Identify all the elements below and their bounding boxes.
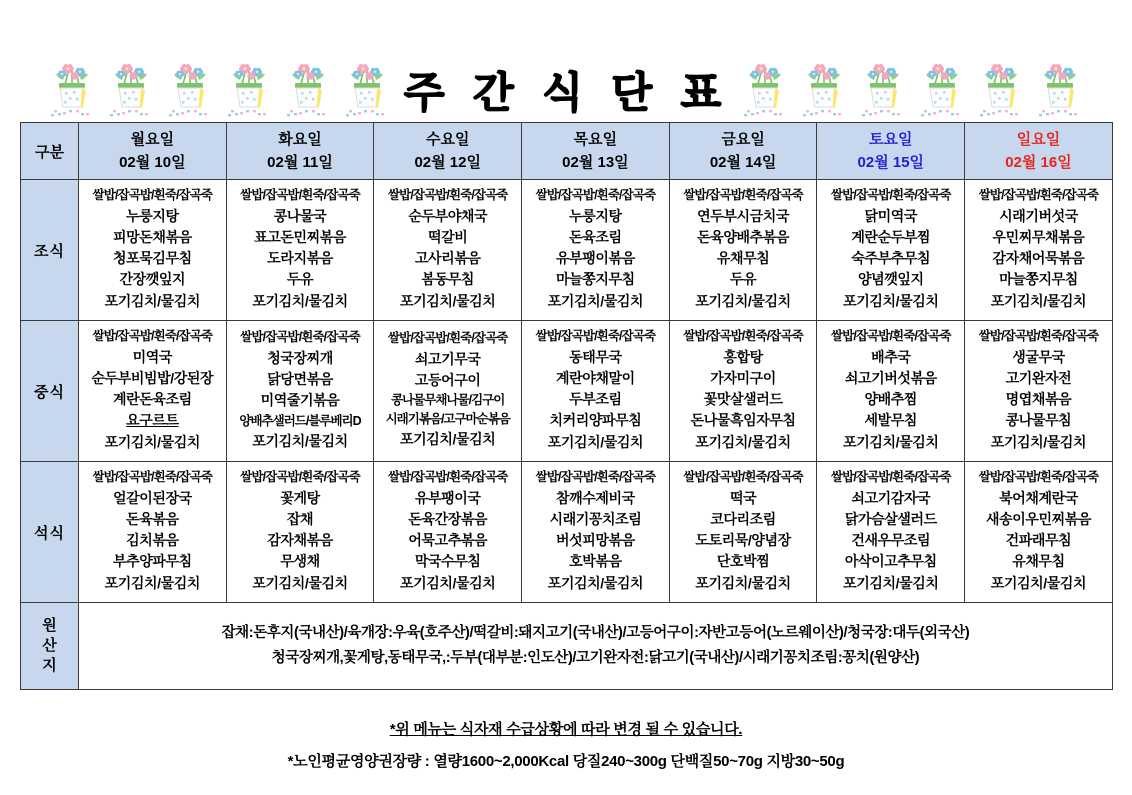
dish-item: 간장깻잎지 [119, 271, 186, 288]
dish-item: 호박볶음 [569, 553, 622, 570]
flower-pot-icon [49, 60, 95, 118]
staple-text: 쌀밥/잡곡밥/흰죽/잡곡죽 [978, 329, 1099, 344]
flower-pot-icon [344, 60, 390, 118]
meal-cell-breakfast-friday [669, 180, 817, 321]
dish-item: 계란야채말이 [556, 369, 635, 386]
staple-text: 쌀밥/잡곡밥/흰죽/잡곡죽 [978, 470, 1099, 485]
dish-item: 아삭이고추무침 [844, 553, 937, 570]
staple-text: 쌀밥/잡곡밥/흰죽/잡곡죽 [831, 188, 951, 203]
meal-cell-breakfast-monday [79, 180, 227, 321]
dish-item: 가자미구이 [710, 369, 776, 386]
dish-item: 계란순두부찜 [851, 228, 931, 245]
origin-label-char: 지 [42, 657, 57, 675]
dish-item: 숙주부추무침 [851, 250, 931, 267]
dish-item: 포기김치/물김치 [843, 574, 939, 591]
staple-text: 쌀밥/잡곡밥/흰죽/잡곡죽 [535, 329, 656, 344]
meal-cell-dinner-thursday [522, 462, 670, 603]
day-date: 02월 12일 [414, 154, 481, 171]
dish-item: 누룽지탕 [569, 207, 622, 224]
origin-line: 청국장찌개,꽃게탕,동태무국,:두부(대부분:인도산)/고기완자전:닭고기(국내산)/시래기꽁치조림:꽁치(원양산) [271, 650, 920, 666]
day-header-sunday [965, 123, 1113, 180]
dish-item: 포기김치/물김치 [104, 292, 201, 309]
dish-item: 포기김치/물김치 [400, 292, 496, 309]
dish-item: 건새우무조림 [851, 532, 931, 549]
day-date: 02월 11일 [267, 154, 333, 171]
staple-text: 쌀밥/잡곡밥/흰죽/잡곡죽 [240, 330, 360, 345]
meal-row-label-dinner: 석식 [21, 462, 79, 603]
dish-item: 떡갈비 [428, 228, 468, 245]
staple-text: 쌀밥/잡곡밥/흰죽/잡곡죽 [978, 188, 1099, 203]
dish-item: 두부조림 [569, 391, 622, 408]
dish-item: 포기김치/물김치 [252, 292, 348, 309]
staple-text: 쌀밥/잡곡밥/흰죽/잡곡죽 [831, 470, 951, 485]
dish-item: 단호박찜 [716, 553, 770, 570]
dish-item: 순두부비빔밥/강된장 [91, 369, 214, 386]
dish-item: 계란돈육조림 [112, 391, 192, 408]
dish-item: 세발무침 [864, 412, 918, 429]
dish-item: 닭미역국 [864, 207, 918, 224]
dish-item: 돈육양배추볶음 [697, 228, 790, 245]
flower-pot-icon [801, 60, 847, 118]
dish-item: 포기김치/물김치 [695, 433, 791, 450]
flower-decoration-right [742, 60, 1083, 118]
dish-item: 콩나물무침 [1005, 412, 1072, 429]
dish-item: 명엽채볶음 [1005, 391, 1072, 408]
meal-cell-lunch-wednesday [374, 321, 522, 462]
weekly-menu-table [20, 122, 1113, 690]
meal-cell-lunch-thursday [522, 321, 670, 462]
day-date: 02월 13일 [562, 154, 629, 171]
staple-text: 쌀밥/잡곡밥/흰죽/잡곡죽 [535, 470, 656, 485]
dish-item: 유채무침 [1012, 553, 1065, 570]
flower-pot-icon [108, 60, 154, 118]
staple-text: 쌀밥/잡곡밥/흰죽/잡곡죽 [387, 470, 508, 485]
dish-item: 피망돈채볶음 [112, 228, 192, 245]
dish-item: 쇠고기무국 [414, 350, 481, 367]
dish-item: 새송이우민찌볶음 [985, 510, 1091, 527]
dish-item: 요구르트 [126, 412, 179, 429]
dish-item: 청국장찌개 [267, 349, 333, 366]
flower-pot-icon [1037, 60, 1083, 118]
day-name: 금요일 [721, 130, 765, 148]
dish-item: 고등어구이 [414, 372, 481, 389]
dish-item: 포기김치/물김치 [252, 432, 348, 449]
meal-cell-breakfast-sunday [965, 180, 1113, 321]
meal-cell-dinner-saturday [817, 462, 965, 603]
dish-item: 막국수무침 [414, 553, 481, 570]
day-header-wednesday [374, 123, 522, 180]
meal-cell-breakfast-wednesday [374, 180, 522, 321]
table-header-row [21, 123, 1113, 180]
dish-item: 홍합탕 [723, 348, 763, 365]
day-header-thursday [522, 123, 670, 180]
meal-row-breakfast [21, 180, 1113, 321]
staple-text: 쌀밥/잡곡밥/흰죽/잡곡죽 [683, 470, 803, 485]
flower-pot-icon [167, 60, 213, 118]
dish-item: 포기김치/물김치 [400, 431, 496, 448]
dish-item: 포기김치/물김치 [400, 574, 496, 591]
dish-item: 포기김치/물김치 [547, 574, 644, 591]
origin-label [21, 603, 79, 690]
dish-item: 무생채 [280, 553, 320, 570]
dish-item: 유부팽이볶음 [556, 250, 635, 267]
dish-item: 유부팽이국 [414, 489, 481, 506]
dish-item: 어묵고추볶음 [408, 532, 488, 549]
meal-cell-breakfast-tuesday [226, 180, 374, 321]
dish-item: 누룽지탕 [126, 207, 179, 224]
dish-item: 잡채 [286, 510, 314, 527]
meal-row-label-lunch: 중식 [21, 321, 79, 462]
dish-item: 꽃맛살샐러드 [703, 391, 783, 408]
day-date: 02월 15일 [857, 154, 925, 171]
dish-item: 표고돈민찌볶음 [254, 228, 346, 245]
day-header-tuesday [226, 123, 374, 180]
day-name: 월요일 [130, 130, 175, 148]
dish-item: 포기김치/물김치 [104, 574, 201, 591]
meal-cell-lunch-tuesday [226, 321, 374, 462]
dish-item: 포기김치/물김치 [843, 433, 939, 450]
staple-text: 쌀밥/잡곡밥/흰죽/잡곡죽 [240, 188, 360, 203]
day-date: 02월 14일 [709, 154, 777, 171]
meal-cell-lunch-saturday [817, 321, 965, 462]
meal-cell-breakfast-thursday [522, 180, 670, 321]
dish-item: 참깨수제비국 [556, 489, 635, 506]
dish-item: 포기김치/물김치 [990, 574, 1087, 591]
origin-label-char: 산 [42, 636, 57, 654]
meal-cell-breakfast-saturday [817, 180, 965, 321]
dish-item: 포기김치/물김치 [990, 292, 1087, 309]
dish-item: 연두부시금치국 [697, 207, 790, 224]
dish-item: 도토리묵/양념장 [695, 532, 791, 549]
dish-item: 시래기꽁치조림 [549, 510, 642, 527]
flower-pot-icon [919, 60, 965, 118]
dish-item: 봄동무침 [421, 271, 474, 288]
dish-item: 포기김치/물김치 [990, 433, 1087, 450]
origin-row [21, 603, 1113, 690]
dish-item: 북어채계란국 [999, 489, 1078, 506]
dish-item: 우민찌무채볶음 [992, 228, 1085, 245]
meal-cell-lunch-friday [669, 321, 817, 462]
dish-item: 얼갈이된장국 [112, 489, 192, 506]
dish-item: 고기완자전 [1005, 369, 1072, 386]
dish-item: 유채무침 [716, 250, 770, 267]
meal-cell-dinner-monday [79, 462, 227, 603]
note-nutrition: *노인평균영양권장량 : 열량1600~2,000Kcal 당질240~300g 단백질50~70g 지방30~50g [287, 753, 845, 770]
origin-content [79, 603, 1113, 690]
dish-item: 콩나물국 [273, 207, 327, 224]
day-header-friday [669, 123, 817, 180]
meal-row-lunch [21, 321, 1113, 462]
staple-text: 쌀밥/잡곡밥/흰죽/잡곡죽 [831, 329, 951, 344]
dish-item: 치커리양파무침 [549, 412, 642, 429]
staple-text: 쌀밥/잡곡밥/흰죽/잡곡죽 [387, 331, 508, 346]
dish-item: 돈육조림 [569, 228, 622, 245]
dish-item: 배추국 [871, 348, 911, 365]
staple-text: 쌀밥/잡곡밥/흰죽/잡곡죽 [535, 188, 656, 203]
dish-item: 감자채어묵볶음 [992, 250, 1085, 267]
staple-text: 쌀밥/잡곡밥/흰죽/잡곡죽 [683, 188, 803, 203]
dish-item: 두유 [286, 271, 314, 288]
dish-item: 감자채볶음 [267, 532, 333, 549]
meal-row-dinner [21, 462, 1113, 603]
dish-item: 미역줄기볶음 [260, 392, 340, 409]
dish-item: 포기김치/물김치 [695, 574, 791, 591]
dish-item: 양배추샐러드/블루베리D [239, 413, 361, 428]
day-name: 목요일 [573, 130, 618, 148]
dish-item: 미역국 [132, 348, 173, 365]
dish-item: 포기김치/물김치 [252, 574, 348, 591]
dish-item: 닭가슴살샐러드 [844, 510, 937, 527]
dish-item: 포기김치/물김치 [547, 433, 644, 450]
dish-item: 돈육볶음 [126, 510, 179, 527]
flower-pot-icon [285, 60, 331, 118]
origin-line: 잡채:돈후지(국내산)/육개장:우육(호주산)/떡갈비:돼지고기(국내산)/고등어구이:자반고등어(노르웨이산)/청국장:대두(외국산) [221, 624, 970, 641]
dish-item: 청포묵김무침 [112, 250, 192, 267]
dish-item: 마늘쫑지무침 [556, 271, 635, 288]
day-date: 02월 10일 [119, 154, 186, 171]
dish-item: 건파래무침 [1005, 532, 1072, 549]
title-band [0, 50, 1132, 118]
day-date: 02월 16일 [1005, 154, 1072, 171]
dish-item: 도라지볶음 [267, 250, 333, 267]
dish-item: 꽃게탕 [280, 489, 320, 506]
dish-item: 포기김치/물김치 [104, 433, 201, 450]
dish-item: 고사리볶음 [414, 250, 481, 267]
meal-cell-lunch-sunday [965, 321, 1113, 462]
dish-item: 부추양파무침 [112, 553, 192, 570]
footer-notes [0, 718, 1132, 771]
meal-rows-body [21, 180, 1113, 690]
staple-text: 쌀밥/잡곡밥/흰죽/잡곡죽 [387, 188, 508, 203]
day-header-saturday [817, 123, 965, 180]
corner-label: 구분 [21, 123, 79, 180]
meal-row-label-breakfast: 조식 [21, 180, 79, 321]
dish-item: 마늘쫑지무침 [999, 271, 1078, 288]
meal-cell-dinner-wednesday [374, 462, 522, 603]
dish-item: 순두부야채국 [408, 207, 488, 224]
meal-cell-dinner-tuesday [226, 462, 374, 603]
dish-item: 양배추찜 [864, 391, 918, 408]
staple-text: 쌀밥/잡곡밥/흰죽/잡곡죽 [683, 329, 803, 344]
page-title: 주 간 식 단 표 [403, 68, 729, 117]
dish-item: 포기김치/물김치 [843, 292, 939, 309]
meal-cell-dinner-friday [669, 462, 817, 603]
flower-pot-icon [860, 60, 906, 118]
day-name: 일요일 [1016, 130, 1061, 148]
dish-item: 쇠고기버섯볶음 [844, 369, 937, 386]
flower-pot-icon [226, 60, 272, 118]
staple-text: 쌀밥/잡곡밥/흰죽/잡곡죽 [92, 329, 213, 344]
meal-cell-dinner-sunday [965, 462, 1113, 603]
dish-item: 시래기볶음/고구마순볶음 [385, 412, 510, 427]
day-header-monday [79, 123, 227, 180]
meal-cell-lunch-monday [79, 321, 227, 462]
day-name: 토요일 [869, 130, 913, 148]
dish-item: 포기김치/물김치 [547, 292, 644, 309]
staple-text: 쌀밥/잡곡밥/흰죽/잡곡죽 [92, 470, 213, 485]
dish-item: 동태무국 [569, 348, 622, 365]
dish-item: 떡국 [729, 489, 757, 506]
staple-text: 쌀밥/잡곡밥/흰죽/잡곡죽 [92, 188, 213, 203]
day-name: 수요일 [425, 130, 470, 148]
flower-pot-icon [742, 60, 788, 118]
dish-item: 생굴무국 [1012, 348, 1065, 365]
flower-pot-icon [978, 60, 1024, 118]
dish-item: 콩나물무채나물/김구이 [391, 393, 505, 408]
dish-item: 양념깻잎지 [857, 271, 924, 288]
day-name: 화요일 [278, 130, 322, 148]
dish-item: 돈육간장볶음 [408, 510, 488, 527]
note-menu-change: *위 메뉴는 식자재 수급상황에 따라 변경 될 수 있습니다. [389, 721, 743, 738]
dish-item: 코다리조림 [710, 510, 776, 527]
dish-item: 돈나물흑임자무침 [690, 412, 796, 429]
origin-label-char: 원 [42, 616, 57, 634]
dish-item: 김치볶음 [126, 532, 179, 549]
dish-item: 쇠고기감자국 [851, 489, 931, 506]
dish-item: 닭당면볶음 [267, 371, 333, 388]
dish-item: 포기김치/물김치 [695, 292, 791, 309]
staple-text: 쌀밥/잡곡밥/흰죽/잡곡죽 [240, 470, 360, 485]
dish-item: 두유 [729, 271, 757, 288]
dish-item: 시래기버섯국 [999, 207, 1078, 224]
dish-item: 버섯피망볶음 [556, 532, 635, 549]
flower-decoration-left [49, 60, 390, 118]
